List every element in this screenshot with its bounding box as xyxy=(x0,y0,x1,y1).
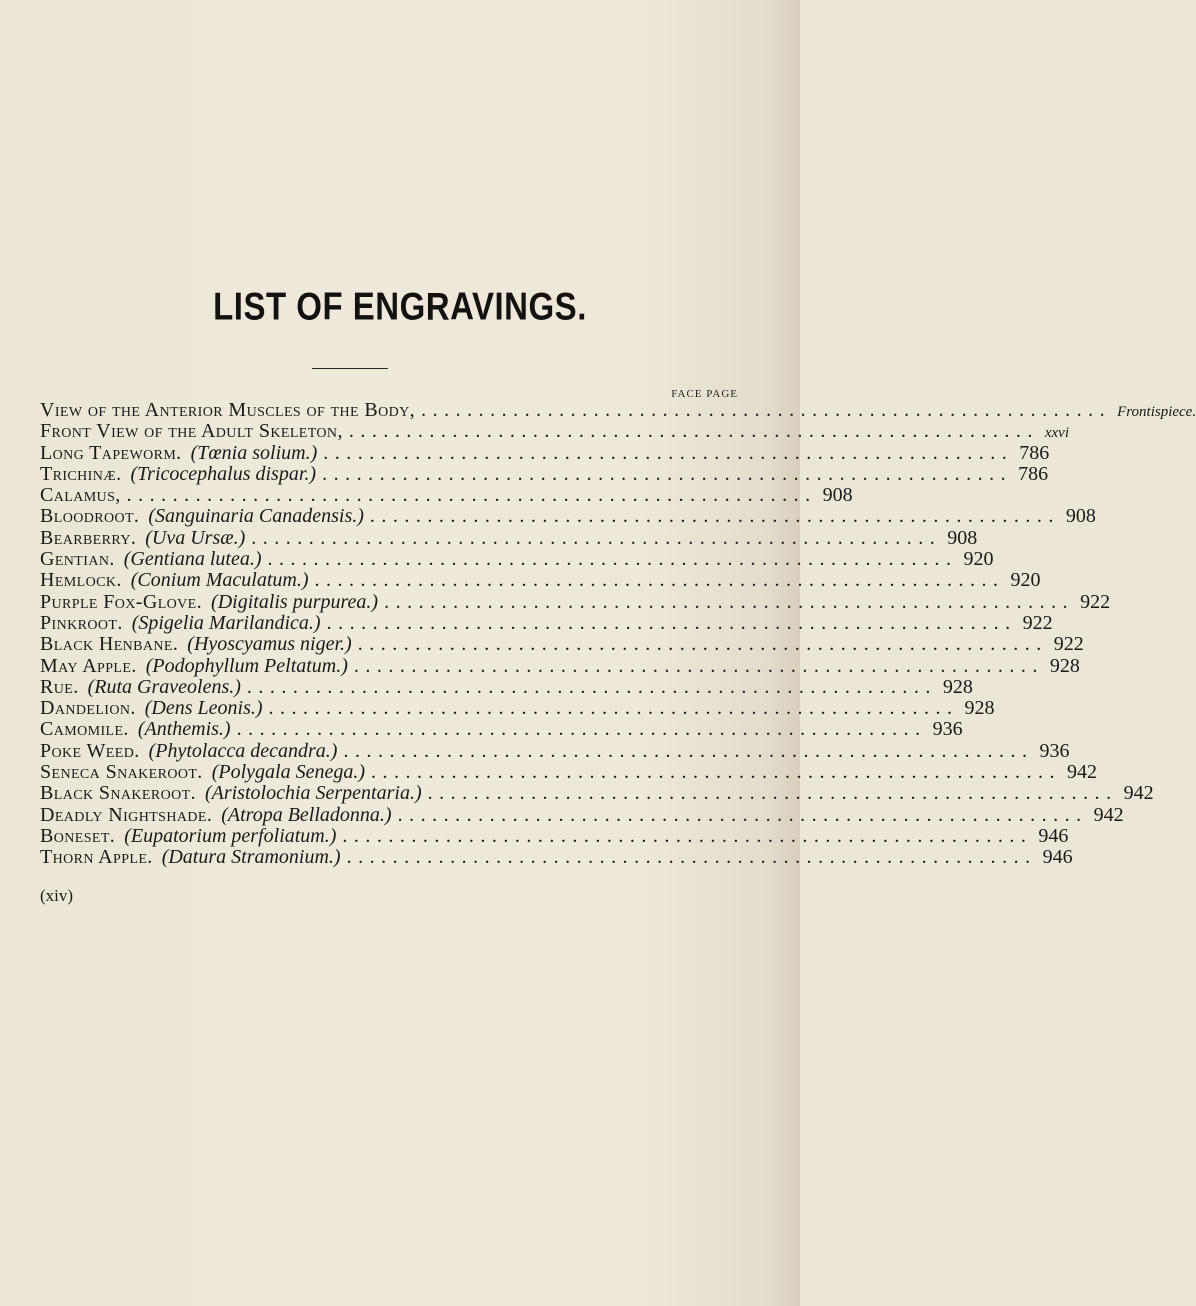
engraving-page-ref: 936 xyxy=(1039,739,1070,762)
engraving-page-ref: 936 xyxy=(932,718,963,741)
engraving-latin-name: (Spigelia Marilandica.) xyxy=(131,611,321,634)
engraving-name: Deadly Nightshade. xyxy=(40,803,213,826)
list-item xyxy=(40,675,973,698)
engraving-page-ref: 928 xyxy=(942,675,973,698)
engraving-latin-name: (Podophyllum Peltatum.) xyxy=(145,654,348,677)
dot-leader: ............................................................ xyxy=(384,590,1075,613)
dot-leader: ............................................................ xyxy=(421,399,1112,421)
engraving-name: Gentian. xyxy=(40,548,115,571)
engraving-latin-name: (Hyoscyamus niger.) xyxy=(187,633,352,656)
engraving-page-ref: 942 xyxy=(1123,782,1154,805)
page-title: LIST OF ENGRAVINGS. xyxy=(213,284,587,328)
engraving-name: Trichinæ. xyxy=(40,462,122,485)
list-item xyxy=(40,739,1070,762)
list-item xyxy=(40,590,1111,613)
engraving-page-ref: 922 xyxy=(1080,590,1111,613)
engraving-latin-name: (Anthemis.) xyxy=(137,718,231,741)
engraving-page-ref: 922 xyxy=(1053,633,1084,656)
engraving-name: Front View of the Adult Skeleton, xyxy=(40,420,343,443)
engraving-name: Bloodroot. xyxy=(40,505,140,528)
engraving-page-ref: 786 xyxy=(1018,462,1049,485)
engraving-page-ref: 920 xyxy=(1010,569,1041,592)
engraving-latin-name: (Eupatorium perfoliatum.) xyxy=(124,824,337,847)
engraving-page-ref: 928 xyxy=(1049,654,1080,677)
engraving-latin-name: (Gentiana lutea.) xyxy=(123,548,262,571)
list-item xyxy=(40,654,1080,677)
column-header: FACE PAGE xyxy=(671,388,738,400)
engraving-name: Boneset. xyxy=(40,824,116,847)
dot-leader: ............................................................ xyxy=(348,420,1039,443)
dot-leader: ............................................................ xyxy=(251,526,942,549)
dot-leader: ............................................................ xyxy=(323,441,1014,464)
dot-leader: ............................................................ xyxy=(343,739,1034,762)
dot-leader: ............................................................ xyxy=(397,803,1088,826)
engraving-name: Seneca Snakeroot. xyxy=(40,761,203,784)
list-item xyxy=(40,718,963,741)
engraving-name: Calamus, xyxy=(40,484,121,507)
list-item xyxy=(40,569,1041,592)
engraving-page-ref: 922 xyxy=(1022,611,1053,634)
list-item xyxy=(40,526,978,549)
engraving-latin-name: (Digitalis purpurea.) xyxy=(211,590,379,613)
engraving-page-ref: 928 xyxy=(964,697,995,720)
engraving-page-ref: xxvi xyxy=(1044,425,1069,442)
list-item xyxy=(40,420,1069,443)
list-item xyxy=(40,441,1050,464)
engraving-latin-name: (Aristolochia Serpentaria.) xyxy=(204,782,422,805)
dot-leader: ............................................................ xyxy=(246,675,937,698)
engraving-name: Long Tapeworm. xyxy=(40,441,182,464)
dot-leader: ............................................................ xyxy=(370,761,1061,784)
engravings-list xyxy=(40,399,1196,869)
engraving-name: Rue. xyxy=(40,675,79,698)
list-item xyxy=(40,803,1124,826)
list-item xyxy=(40,505,1096,528)
list-item xyxy=(40,697,995,720)
engraving-latin-name: (Ruta Graveolens.) xyxy=(87,675,241,698)
dot-leader: ............................................................ xyxy=(353,654,1044,677)
dot-leader: ............................................................ xyxy=(427,782,1118,805)
list-item xyxy=(40,462,1049,485)
dot-leader: ............................................................ xyxy=(369,505,1060,528)
engraving-page-ref: 908 xyxy=(1065,505,1096,528)
engraving-latin-name: (Polygala Senega.) xyxy=(211,761,365,784)
dot-leader: ............................................................ xyxy=(126,484,817,507)
engraving-latin-name: (Uva Ursæ.) xyxy=(145,526,246,549)
engraving-name: Hemlock. xyxy=(40,569,122,592)
list-item xyxy=(40,399,1196,421)
engraving-page-ref: 786 xyxy=(1019,441,1050,464)
engraving-name: Pinkroot. xyxy=(40,611,123,634)
engraving-page-ref: 942 xyxy=(1066,761,1097,784)
list-item xyxy=(40,824,1069,847)
engraving-name: Dandelion. xyxy=(40,697,136,720)
page-number: (xiv) xyxy=(40,886,74,905)
dot-leader: ............................................................ xyxy=(357,633,1048,656)
engraving-name: Poke Weed. xyxy=(40,739,140,762)
engraving-latin-name: (Phytolacca decandra.) xyxy=(148,739,338,762)
engraving-page-ref: Frontispiece. xyxy=(1117,404,1196,420)
engraving-page-ref: 908 xyxy=(947,526,978,549)
engraving-latin-name: (Sanguinaria Canadensis.) xyxy=(148,505,364,528)
dot-leader: ............................................................ xyxy=(267,548,958,571)
engraving-latin-name: (Tœnia solium.) xyxy=(190,441,318,464)
list-item xyxy=(40,548,994,571)
engraving-page-ref: 946 xyxy=(1042,846,1073,869)
list-item xyxy=(40,846,1073,869)
list-item xyxy=(40,611,1053,634)
engraving-name: Black Henbane. xyxy=(40,633,179,656)
dot-leader: ............................................................ xyxy=(346,846,1037,869)
engraving-name: Camomile. xyxy=(40,718,129,741)
engraving-name: May Apple. xyxy=(40,654,137,677)
dot-leader: ............................................................ xyxy=(268,697,959,720)
title-rule xyxy=(312,368,388,369)
list-item xyxy=(40,484,853,507)
engraving-page-ref: 908 xyxy=(822,484,853,507)
engraving-latin-name: (Conium Maculatum.) xyxy=(130,569,309,592)
engraving-latin-name: (Tricocephalus dispar.) xyxy=(130,462,317,485)
list-item xyxy=(40,782,1154,805)
engraving-name: Thorn Apple. xyxy=(40,846,153,869)
engraving-page-ref: 946 xyxy=(1038,824,1069,847)
engraving-name: Black Snakeroot. xyxy=(40,782,196,805)
list-item xyxy=(40,761,1097,784)
list-item xyxy=(40,633,1084,656)
dot-leader: ............................................................ xyxy=(342,824,1033,847)
engraving-name: Bearberry. xyxy=(40,526,137,549)
engraving-latin-name: (Atropa Belladonna.) xyxy=(221,803,392,826)
engraving-name: Purple Fox-Glove. xyxy=(40,590,203,613)
engraving-page-ref: 942 xyxy=(1093,803,1124,826)
dot-leader: ............................................................ xyxy=(314,569,1005,592)
dot-leader: ............................................................ xyxy=(236,718,927,741)
engraving-latin-name: (Dens Leonis.) xyxy=(144,697,263,720)
dot-leader: ............................................................ xyxy=(326,611,1017,634)
engraving-name: View of the Anterior Muscles of the Body, xyxy=(40,399,416,421)
engraving-page-ref: 920 xyxy=(963,548,994,571)
engraving-latin-name: (Datura Stramonium.) xyxy=(161,846,341,869)
dot-leader: ............................................................ xyxy=(322,462,1013,485)
